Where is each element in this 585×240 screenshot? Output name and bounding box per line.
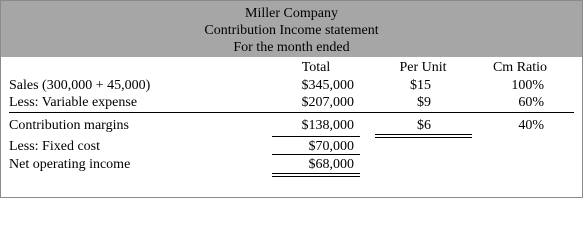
contribution-margin-cm-ratio: 40% (518, 118, 544, 133)
contribution-margin-per-unit: $6 (417, 118, 431, 133)
row-label-net-operating-income: Net operating income (9, 157, 131, 172)
variable-expense-total: $207,000 (301, 95, 354, 110)
sales-cm-ratio: 100% (511, 78, 544, 93)
variable-expense-per-unit: $9 (417, 95, 431, 110)
statement-header (1, 1, 582, 57)
fixed-cost-total: $70,000 (308, 139, 354, 154)
variable-expense-cm-ratio: 60% (518, 95, 544, 110)
column-header-total: Total (301, 60, 331, 75)
column-header-per-unit: Per Unit (399, 60, 447, 75)
statement-period: For the month ended (233, 40, 350, 55)
row-label-contribution-margin: Contribution margins (9, 118, 129, 133)
per-unit-double-rule-bottom (375, 137, 472, 138)
row-label-fixed-cost: Less: Fixed cost (9, 139, 100, 154)
statement-title: Contribution Income statement (204, 23, 379, 38)
total-rule (272, 136, 360, 137)
company-name: Miller Company (245, 6, 338, 21)
row-label-sales: Sales (300,000 + 45,000) (9, 78, 151, 93)
column-header-cm-ratio: Cm Ratio (492, 60, 548, 75)
sales-total: $345,000 (301, 78, 354, 93)
contribution-margin-total: $138,000 (301, 118, 354, 133)
per-unit-double-rule-top (375, 134, 472, 135)
net-operating-income-total: $68,000 (308, 157, 354, 172)
net-income-double-rule-top (272, 173, 360, 174)
subtotal-rule (9, 112, 574, 113)
row-label-variable-expense: Less: Variable expense (9, 95, 138, 110)
sales-per-unit: $15 (410, 78, 431, 93)
net-income-double-rule-bottom (272, 176, 360, 177)
net-income-rule (272, 154, 360, 155)
